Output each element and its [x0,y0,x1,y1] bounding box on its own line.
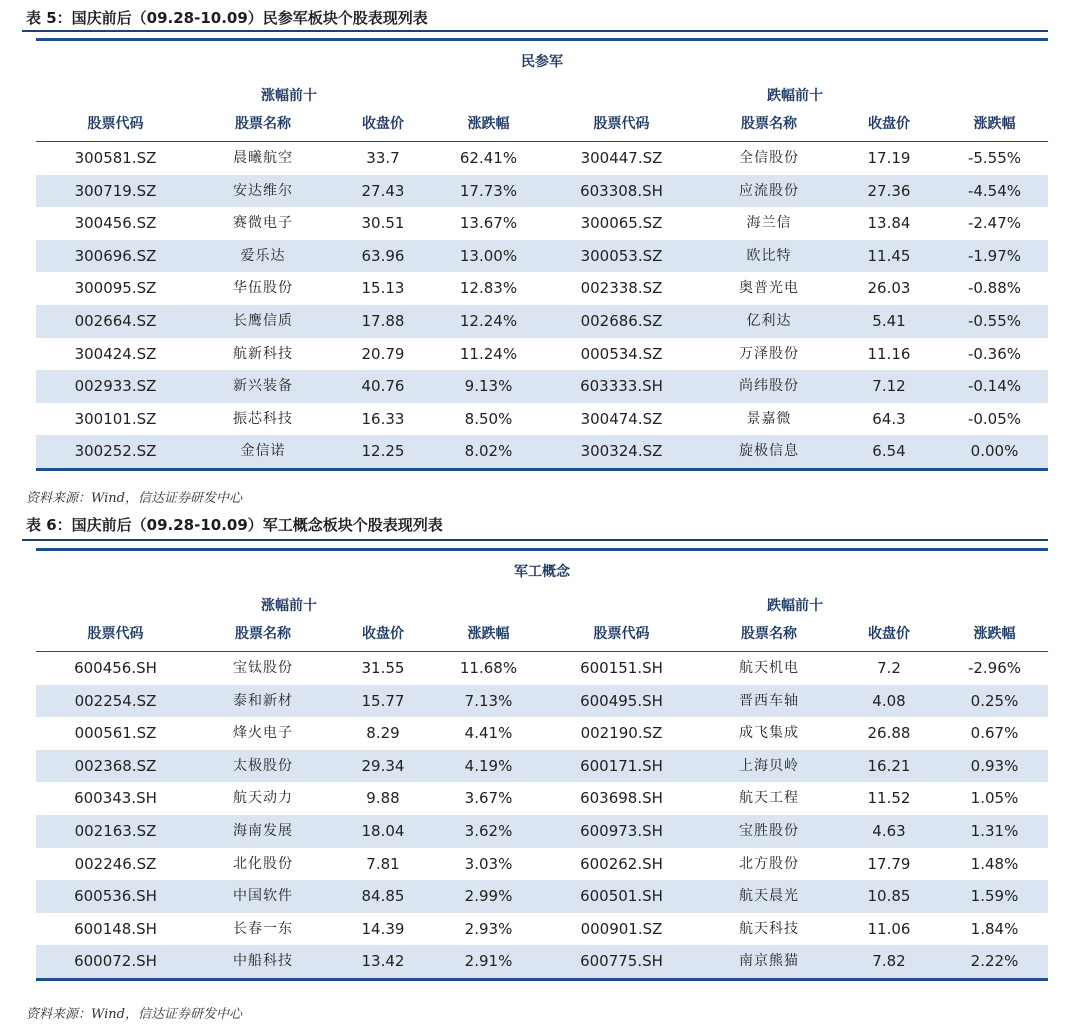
gainer-code-cell: 600536.SH [74,887,157,906]
gainer-code-cell: 300581.SZ [74,149,157,167]
gainer-name-cell: 华伍股份 [233,280,293,297]
loser-change-cell: -0.88% [967,279,1022,298]
table-row [36,175,1048,208]
table-row [36,272,1048,305]
loser-change-cell: 0.00% [970,442,1019,461]
loser-name-cell: 应流股份 [739,182,799,199]
stock-table-military-concept [36,548,1048,981]
loser-change-cell: 1.59% [970,887,1019,906]
loser-change-cell: 1.05% [970,789,1019,808]
gainers-title: 涨幅前十 [261,598,317,614]
caption-rule [22,30,1048,32]
losers-title: 跌幅前十 [767,88,823,104]
loser-change-cell: -0.14% [967,377,1022,396]
loser-code-cell: 300053.SZ [580,246,663,265]
col-header: 股票代码 [593,626,650,642]
col-header: 股票代码 [87,116,144,132]
gainer-change-cell: 8.50% [464,409,513,428]
table-body [36,142,1048,468]
loser-change-cell: 1.84% [970,919,1019,938]
gainer-code-cell: 002933.SZ [74,377,157,396]
gainer-close-cell: 20.79 [361,344,405,363]
table-row [36,750,1048,783]
table-row [36,685,1048,718]
loser-name-cell: 宝胜股份 [739,822,799,839]
table-row [36,913,1048,946]
loser-name-cell: 航天机电 [739,660,799,676]
loser-change-cell: 0.93% [970,756,1019,775]
col-header: 股票名称 [741,116,797,132]
gainer-close-cell: 14.39 [361,919,405,938]
col-header: 股票代码 [593,116,650,132]
gainer-close-cell: 18.04 [361,821,405,840]
col-header: 收盘价 [362,116,404,132]
table-caption: 表 6：国庆前后（09.28-10.09）军工概念板块个股表现列表 [26,516,443,534]
loser-code-cell: 603698.SH [580,789,663,808]
loser-close-cell: 16.21 [867,756,911,775]
table-row [36,207,1048,240]
table-bottom-rule [36,978,1048,981]
loser-code-cell: 002686.SZ [580,311,663,330]
gainer-change-cell: 2.99% [464,887,513,906]
gainers-title: 涨幅前十 [261,88,317,104]
gainer-name-cell: 海南发展 [233,822,293,839]
loser-close-cell: 11.52 [867,789,911,808]
loser-name-cell: 海兰信 [746,215,792,232]
table-row [36,782,1048,815]
loser-close-cell: 64.3 [872,409,906,428]
gainer-code-cell: 002246.SZ [74,854,157,873]
gainer-close-cell: 84.85 [361,887,405,906]
loser-code-cell: 600151.SH [580,659,663,677]
gainer-code-cell: 000561.SZ [74,724,157,743]
col-header: 涨跌幅 [467,626,510,642]
gainer-change-cell: 2.93% [464,919,513,938]
gainer-name-cell: 航新科技 [233,345,293,362]
loser-close-cell: 11.45 [867,246,911,265]
loser-close-cell: 27.36 [867,181,911,200]
table-row [36,403,1048,436]
loser-close-cell: 17.19 [867,149,911,167]
loser-name-cell: 成飞集成 [739,725,799,742]
gainer-change-cell: 3.03% [464,854,513,873]
losers-title: 跌幅前十 [767,598,823,614]
loser-code-cell: 300065.SZ [580,214,663,233]
loser-close-cell: 26.03 [867,279,911,298]
gainer-name-cell: 泰和新材 [233,692,293,709]
table-row [36,848,1048,881]
loser-close-cell: 13.84 [867,214,911,233]
col-header: 股票代码 [87,626,144,642]
gainer-code-cell: 300095.SZ [74,279,157,298]
sector-title: 民参军 [521,54,563,70]
loser-name-cell: 亿利达 [746,312,792,329]
gainer-change-cell: 17.73% [459,181,518,200]
loser-code-cell: 300324.SZ [580,442,663,461]
gainer-change-cell: 11.68% [459,659,518,677]
col-header: 股票名称 [741,626,797,642]
group-titles [36,594,1048,618]
gainer-close-cell: 40.76 [361,377,405,396]
gainer-close-cell: 30.51 [361,214,405,233]
header-row [36,618,1048,651]
gainer-close-cell: 9.88 [366,789,400,808]
col-header: 涨跌幅 [973,626,1016,642]
loser-code-cell: 603333.SH [580,377,663,396]
gainer-code-cell: 300101.SZ [74,409,157,428]
gainer-name-cell: 宝钛股份 [233,660,293,676]
loser-close-cell: 11.06 [867,919,911,938]
gainer-code-cell: 300424.SZ [74,344,157,363]
col-header: 股票名称 [235,116,291,132]
loser-change-cell: 1.48% [970,854,1019,873]
loser-close-cell: 26.88 [867,724,911,743]
col-header: 股票名称 [235,626,291,642]
gainer-change-cell: 12.83% [459,279,518,298]
loser-code-cell: 000534.SZ [580,344,663,363]
gainer-change-cell: 11.24% [459,344,518,363]
source-note: 资料来源：Wind，信达证券研发中心 [26,1007,242,1022]
loser-change-cell: -5.55% [967,149,1022,167]
gainer-code-cell: 002368.SZ [74,756,157,775]
gainer-name-cell: 赛微电子 [233,215,293,232]
gainer-change-cell: 4.19% [464,756,513,775]
loser-change-cell: -2.47% [967,214,1022,233]
source-note: 资料来源：Wind，信达证券研发中心 [26,491,242,506]
loser-name-cell: 航天晨光 [739,888,799,905]
gainer-close-cell: 12.25 [361,442,405,461]
loser-code-cell: 600973.SH [580,821,663,840]
loser-name-cell: 尚纬股份 [739,378,799,395]
gainer-close-cell: 7.81 [366,854,400,873]
loser-name-cell: 南京熊猫 [739,953,799,970]
gainer-close-cell: 31.55 [361,659,405,677]
gainer-code-cell: 300719.SZ [74,181,157,200]
gainer-change-cell: 3.62% [464,821,513,840]
loser-code-cell: 300474.SZ [580,409,663,428]
table-row [36,435,1048,468]
gainer-change-cell: 2.91% [464,952,513,971]
gainer-name-cell: 北化股份 [233,855,293,872]
gainer-change-cell: 3.67% [464,789,513,808]
loser-close-cell: 10.85 [867,887,911,906]
gainer-close-cell: 29.34 [361,756,405,775]
gainer-close-cell: 63.96 [361,246,405,265]
loser-close-cell: 4.08 [872,691,906,710]
gainer-code-cell: 300696.SZ [74,246,157,265]
gainer-close-cell: 15.13 [361,279,405,298]
loser-change-cell: 2.22% [970,952,1019,971]
loser-code-cell: 600171.SH [580,756,663,775]
loser-change-cell: -2.96% [967,659,1022,677]
col-header: 涨跌幅 [467,116,510,132]
loser-change-cell: -0.05% [967,409,1022,428]
table-row [36,717,1048,750]
gainer-change-cell: 8.02% [464,442,513,461]
caption-rule [22,539,1048,541]
loser-name-cell: 旋极信息 [739,443,799,460]
gainer-change-cell: 7.13% [464,691,513,710]
loser-close-cell: 11.16 [867,344,911,363]
gainer-name-cell: 振芯科技 [233,410,293,427]
col-header: 涨跌幅 [973,116,1016,132]
gainer-name-cell: 安达维尔 [233,182,293,199]
gainer-code-cell: 300456.SZ [74,214,157,233]
gainer-code-cell: 600456.SH [74,659,157,677]
gainer-name-cell: 晨曦航空 [233,150,293,166]
gainer-name-cell: 航天动力 [233,790,293,807]
gainer-name-cell: 金信诺 [240,443,286,460]
table-row [36,945,1048,978]
gainer-close-cell: 15.77 [361,691,405,710]
loser-name-cell: 航天科技 [739,920,799,937]
gainer-name-cell: 爱乐达 [240,247,286,264]
loser-code-cell: 600775.SH [580,952,663,971]
loser-name-cell: 上海贝岭 [739,757,799,774]
gainer-change-cell: 13.67% [459,214,518,233]
loser-close-cell: 7.2 [877,659,901,677]
gainer-close-cell: 27.43 [361,181,405,200]
gainer-change-cell: 12.24% [459,311,518,330]
loser-close-cell: 4.63 [872,821,906,840]
gainer-change-cell: 62.41% [459,149,518,167]
loser-change-cell: -0.36% [967,344,1022,363]
col-header: 收盘价 [868,116,910,132]
loser-change-cell: 0.25% [970,691,1019,710]
loser-code-cell: 600495.SH [580,691,663,710]
gainer-name-cell: 中国软件 [233,888,293,905]
gainer-close-cell: 33.7 [366,149,400,167]
loser-code-cell: 000901.SZ [580,919,663,938]
gainer-close-cell: 8.29 [366,724,400,743]
table-row [36,652,1048,685]
gainer-close-cell: 16.33 [361,409,405,428]
loser-code-cell: 002190.SZ [580,724,663,743]
gainer-change-cell: 4.41% [464,724,513,743]
loser-change-cell: -4.54% [967,181,1022,200]
header-row [36,108,1048,141]
gainer-code-cell: 002664.SZ [74,311,157,330]
loser-name-cell: 景嘉微 [746,410,792,427]
loser-change-cell: -0.55% [967,311,1022,330]
gainer-code-cell: 002254.SZ [74,691,157,710]
loser-code-cell: 600501.SH [580,887,663,906]
gainer-name-cell: 中船科技 [233,953,293,970]
gainer-code-cell: 600148.SH [74,919,157,938]
gainer-code-cell: 300252.SZ [74,442,157,461]
table-row [36,305,1048,338]
loser-close-cell: 17.79 [867,854,911,873]
gainer-name-cell: 烽火电子 [233,725,293,742]
gainer-name-cell: 新兴装备 [233,378,293,395]
loser-close-cell: 7.12 [872,377,906,396]
loser-close-cell: 6.54 [872,442,906,461]
loser-close-cell: 7.82 [872,952,906,971]
loser-change-cell: 1.31% [970,821,1019,840]
table-row [36,240,1048,273]
loser-code-cell: 300447.SZ [580,149,663,167]
loser-code-cell: 600262.SH [580,854,663,873]
loser-change-cell: 0.67% [970,724,1019,743]
gainer-close-cell: 13.42 [361,952,405,971]
table-bottom-rule [36,468,1048,471]
gainer-code-cell: 600072.SH [74,952,157,971]
table-caption: 表 5：国庆前后（09.28-10.09）民参军板块个股表现列表 [26,9,428,27]
col-header: 收盘价 [868,626,910,642]
sector-title: 军工概念 [514,564,570,580]
stock-table-civil-military [36,38,1048,471]
table-row [36,815,1048,848]
loser-name-cell: 欧比特 [746,247,792,264]
gainer-change-cell: 9.13% [464,377,513,396]
col-header: 收盘价 [362,626,404,642]
loser-name-cell: 全信股份 [739,150,799,166]
loser-name-cell: 晋西车轴 [739,692,799,709]
loser-code-cell: 603308.SH [580,181,663,200]
gainer-close-cell: 17.88 [361,311,405,330]
gainer-code-cell: 002163.SZ [74,821,157,840]
table-row [36,338,1048,371]
loser-name-cell: 万泽股份 [739,345,799,362]
table-row [36,370,1048,403]
gainer-name-cell: 长鹰信质 [233,312,293,329]
loser-name-cell: 航天工程 [739,790,799,807]
table-row [36,880,1048,913]
loser-change-cell: -1.97% [967,246,1022,265]
loser-close-cell: 5.41 [872,311,906,330]
gainer-change-cell: 13.00% [459,246,518,265]
table-row [36,142,1048,175]
loser-name-cell: 奥普光电 [739,280,799,297]
gainer-code-cell: 600343.SH [74,789,157,808]
gainer-name-cell: 长春一东 [233,920,293,937]
loser-name-cell: 北方股份 [739,855,799,872]
gainer-name-cell: 太极股份 [233,757,293,774]
loser-code-cell: 002338.SZ [580,279,663,298]
group-titles [36,84,1048,108]
table-body [36,652,1048,978]
